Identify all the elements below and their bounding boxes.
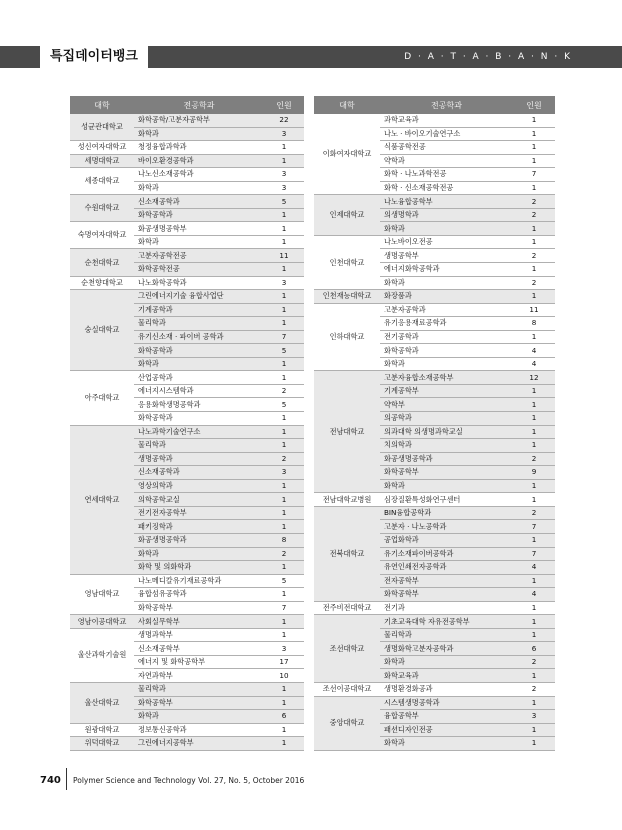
university-cell: 인하대학교 (314, 303, 380, 371)
column-header-department: 전공학과 (380, 96, 513, 114)
table-row (70, 141, 304, 155)
department-cell: 신소재공학과 (134, 466, 264, 480)
department-cell: 화학 · 신소재공학전공 (380, 181, 513, 195)
count-cell: 12 (513, 371, 555, 385)
university-cell: 인제대학교 (314, 195, 380, 236)
department-cell: 나노신소재공학과 (134, 168, 264, 182)
count-cell: 17 (264, 655, 304, 669)
count-cell: 1 (264, 561, 304, 575)
page-number: 740 (40, 775, 61, 786)
department-cell: 고분자공학전공 (134, 249, 264, 263)
count-cell: 5 (264, 574, 304, 588)
count-cell: 1 (264, 682, 304, 696)
department-cell: 화학공학전공 (134, 263, 264, 277)
count-cell: 1 (264, 141, 304, 155)
count-cell: 3 (513, 710, 555, 724)
department-cell: 전기전자공학부 (134, 506, 264, 520)
university-cell: 영남이공대학교 (70, 615, 134, 629)
count-cell: 1 (264, 412, 304, 426)
count-cell: 1 (264, 317, 304, 331)
table-row (70, 615, 304, 629)
university-cell: 이화여자대학교 (314, 114, 380, 195)
department-cell: 에너지시스템학과 (134, 384, 264, 398)
table-row (70, 276, 304, 290)
count-cell: 1 (513, 330, 555, 344)
count-cell: 9 (513, 466, 555, 480)
table-row (70, 425, 304, 439)
count-cell: 1 (264, 737, 304, 751)
count-cell: 1 (264, 235, 304, 249)
count-cell: 2 (513, 276, 555, 290)
table-row (70, 290, 304, 304)
count-cell: 4 (513, 561, 555, 575)
table-row (314, 195, 555, 209)
table-row (314, 682, 555, 696)
count-cell: 1 (264, 628, 304, 642)
table-row (70, 168, 304, 182)
university-cell: 수원대학교 (70, 195, 134, 222)
count-cell: 1 (513, 493, 555, 507)
count-cell: 1 (264, 208, 304, 222)
count-cell: 3 (264, 168, 304, 182)
count-cell: 1 (513, 628, 555, 642)
department-cell: 식품공학전공 (380, 141, 513, 155)
department-cell: 물리학과 (134, 439, 264, 453)
count-cell: 2 (264, 452, 304, 466)
count-cell: 3 (264, 181, 304, 195)
university-cell: 중앙대학교 (314, 696, 380, 750)
department-cell: 화학과 (380, 479, 513, 493)
department-cell: 화학교육과 (380, 669, 513, 683)
table-row (314, 696, 555, 710)
department-cell: 화학과 (134, 710, 264, 724)
count-cell: 1 (264, 154, 304, 168)
table-row (70, 737, 304, 751)
count-cell: 1 (264, 696, 304, 710)
department-cell: 화학공학과 (134, 344, 264, 358)
count-cell: 1 (513, 574, 555, 588)
university-cell: 세종대학교 (70, 168, 134, 195)
department-cell: 생명과학부 (134, 628, 264, 642)
department-cell: 고분자공학과 (380, 303, 513, 317)
department-cell: 기계공학과 (134, 303, 264, 317)
count-cell: 1 (513, 737, 555, 751)
department-cell: 화학공학부 (380, 466, 513, 480)
department-cell: 화학 및 의화학과 (134, 561, 264, 575)
table-header-row (314, 96, 555, 114)
university-cell: 원광대학교 (70, 723, 134, 737)
count-cell: 2 (264, 384, 304, 398)
count-cell: 22 (264, 114, 304, 127)
university-cell: 숭실대학교 (70, 290, 134, 371)
department-cell: 화장품과 (380, 290, 513, 304)
department-cell: 화학과 (380, 737, 513, 751)
department-cell: 바이오환경공학과 (134, 154, 264, 168)
table-row (70, 371, 304, 385)
university-cell: 위덕대학교 (70, 737, 134, 751)
department-cell: 화학과 (134, 235, 264, 249)
count-cell: 1 (513, 141, 555, 155)
count-cell: 1 (264, 520, 304, 534)
department-cell: 신소재공학부 (134, 642, 264, 656)
count-cell: 7 (513, 520, 555, 534)
count-cell: 3 (264, 127, 304, 141)
university-cell: 울산과학기술원 (70, 628, 134, 682)
department-cell: 화학공학부 (380, 588, 513, 602)
table-row (314, 506, 555, 520)
table-row (314, 114, 555, 127)
table-row (70, 723, 304, 737)
department-cell: 시스템생명공학과 (380, 696, 513, 710)
department-cell: 전자공학부 (380, 574, 513, 588)
department-cell: BIN융합공학과 (380, 506, 513, 520)
department-cell: 공업화학과 (380, 533, 513, 547)
table-row (70, 574, 304, 588)
count-cell: 1 (513, 127, 555, 141)
department-cell: 산업공학과 (134, 371, 264, 385)
column-header-department: 전공학과 (134, 96, 264, 114)
department-cell: 그린에너지공학부 (134, 737, 264, 751)
department-cell: 생명공학과 (134, 452, 264, 466)
section-title: 특집데이터뱅크 (40, 46, 148, 68)
column-header-university: 대학 (314, 96, 380, 114)
count-cell: 1 (513, 669, 555, 683)
count-cell: 1 (264, 479, 304, 493)
department-cell: 생명공학부 (380, 249, 513, 263)
department-cell: 치의학과 (380, 439, 513, 453)
university-cell: 조선이공대학교 (314, 682, 380, 696)
department-cell: 의학공학교실 (134, 493, 264, 507)
table-row (70, 682, 304, 696)
column-header-university: 대학 (70, 96, 134, 114)
department-cell: 화학과 (380, 222, 513, 236)
count-cell: 1 (264, 439, 304, 453)
department-cell: 유연인쇄전자공학과 (380, 561, 513, 575)
count-cell: 8 (513, 317, 555, 331)
count-cell: 1 (513, 154, 555, 168)
count-cell: 7 (513, 547, 555, 561)
university-cell: 인천재능대학교 (314, 290, 380, 304)
department-cell: 약학과 (380, 154, 513, 168)
department-cell: 생명환경화공과 (380, 682, 513, 696)
department-cell: 물리학과 (134, 317, 264, 331)
count-cell: 3 (264, 642, 304, 656)
department-cell: 정보통신공학과 (134, 723, 264, 737)
university-cell: 순천대학교 (70, 249, 134, 276)
department-cell: 유기응용재료공학과 (380, 317, 513, 331)
university-cell: 영남대학교 (70, 574, 134, 615)
department-cell: 화학 · 나노과학전공 (380, 168, 513, 182)
university-cell: 전북대학교 (314, 506, 380, 601)
department-cell: 화학공학부 (134, 601, 264, 615)
count-cell: 4 (513, 344, 555, 358)
table-row (314, 235, 555, 249)
count-cell: 1 (264, 222, 304, 236)
department-cell: 물리학과 (134, 682, 264, 696)
department-cell: 사회실무학부 (134, 615, 264, 629)
count-cell: 1 (264, 506, 304, 520)
department-cell: 화학과 (380, 357, 513, 371)
table-row (314, 493, 555, 507)
department-cell: 화학공학과 (134, 208, 264, 222)
count-cell: 1 (513, 479, 555, 493)
department-cell: 고분자융합소재공학부 (380, 371, 513, 385)
count-cell: 1 (513, 425, 555, 439)
count-cell: 1 (264, 723, 304, 737)
department-cell: 과학교육과 (380, 114, 513, 127)
count-cell: 11 (264, 249, 304, 263)
count-cell: 1 (264, 357, 304, 371)
table-row (314, 615, 555, 629)
university-cell: 전남대학교 (314, 371, 380, 493)
department-cell: 화공생명공학과 (380, 452, 513, 466)
table-row (70, 249, 304, 263)
department-cell: 화학과 (134, 181, 264, 195)
department-cell: 에너지 및 화학공학부 (134, 655, 264, 669)
table-row (314, 371, 555, 385)
count-cell: 1 (513, 235, 555, 249)
count-cell: 2 (513, 655, 555, 669)
department-cell: 융합섬유공학과 (134, 588, 264, 602)
department-cell: 유기소재파이버공학과 (380, 547, 513, 561)
table-row (70, 628, 304, 642)
department-cell: 그린에너지기술 융합사업단 (134, 290, 264, 304)
count-cell: 2 (513, 195, 555, 209)
university-cell: 성균관대학교 (70, 114, 134, 141)
university-cell: 울산대학교 (70, 682, 134, 723)
journal-citation: Polymer Science and Technology Vol. 27, No. 5, October 2016 (73, 776, 305, 785)
department-cell: 융합공학부 (380, 710, 513, 724)
count-cell: 1 (264, 615, 304, 629)
department-cell: 화학과 (134, 547, 264, 561)
count-cell: 1 (264, 290, 304, 304)
table-row (314, 290, 555, 304)
count-cell: 2 (513, 682, 555, 696)
count-cell: 1 (264, 493, 304, 507)
department-cell: 생명화학고분자공학과 (380, 642, 513, 656)
university-cell: 성신여자대학교 (70, 141, 134, 155)
department-cell: 전기공학과 (380, 330, 513, 344)
university-cell: 아주대학교 (70, 371, 134, 425)
department-cell: 나노과학기술연구소 (134, 425, 264, 439)
department-cell: 화학공학부 (134, 696, 264, 710)
department-cell: 기계공학부 (380, 384, 513, 398)
count-cell: 1 (513, 222, 555, 236)
department-cell: 나노바이오전공 (380, 235, 513, 249)
count-cell: 1 (513, 181, 555, 195)
count-cell: 1 (513, 384, 555, 398)
department-cell: 나노메디칼유기재료공학과 (134, 574, 264, 588)
count-cell: 1 (513, 696, 555, 710)
count-cell: 11 (513, 303, 555, 317)
count-cell: 1 (513, 615, 555, 629)
count-cell: 5 (264, 195, 304, 209)
count-cell: 7 (264, 601, 304, 615)
department-cell: 신소재공학과 (134, 195, 264, 209)
table-row (70, 195, 304, 209)
department-cell: 약학부 (380, 398, 513, 412)
department-cell: 기초교육대학 자유전공학부 (380, 615, 513, 629)
department-cell: 고분자 · 나노공학과 (380, 520, 513, 534)
count-cell: 4 (513, 588, 555, 602)
count-cell: 2 (513, 506, 555, 520)
footer-divider (66, 768, 67, 790)
count-cell: 2 (513, 208, 555, 222)
count-cell: 3 (264, 276, 304, 290)
university-cell: 순천향대학교 (70, 276, 134, 290)
department-cell: 자연과학부 (134, 669, 264, 683)
department-cell: 패키징학과 (134, 520, 264, 534)
university-cell: 인천대학교 (314, 235, 380, 289)
table-row (70, 222, 304, 236)
count-cell: 1 (264, 263, 304, 277)
count-cell: 1 (264, 371, 304, 385)
count-cell: 5 (264, 398, 304, 412)
count-cell: 1 (264, 303, 304, 317)
section-banner-text: D · A · T · A · B · A · N · K (404, 52, 572, 62)
department-cell: 영상의학과 (134, 479, 264, 493)
department-cell: 에너지화학공학과 (380, 263, 513, 277)
count-cell: 2 (264, 547, 304, 561)
count-cell: 1 (513, 263, 555, 277)
right-data-table (314, 96, 555, 751)
count-cell: 1 (513, 114, 555, 127)
table-row (70, 114, 304, 127)
count-cell: 3 (264, 466, 304, 480)
department-cell: 화학과 (380, 276, 513, 290)
count-cell: 1 (513, 439, 555, 453)
count-cell: 5 (264, 344, 304, 358)
department-cell: 패션디자인전공 (380, 723, 513, 737)
count-cell: 7 (513, 168, 555, 182)
department-cell: 나노화학공학과 (134, 276, 264, 290)
department-cell: 유기신소재 · 파이버 공학과 (134, 330, 264, 344)
department-cell: 응용화학생명공학과 (134, 398, 264, 412)
count-cell: 1 (513, 398, 555, 412)
university-cell: 조선대학교 (314, 615, 380, 683)
department-cell: 심장질환특성화연구센터 (380, 493, 513, 507)
count-cell: 6 (264, 710, 304, 724)
department-cell: 나노 · 바이오기술연구소 (380, 127, 513, 141)
university-cell: 세명대학교 (70, 154, 134, 168)
department-cell: 화학과 (380, 655, 513, 669)
department-cell: 물리학과 (380, 628, 513, 642)
table-header-row (70, 96, 304, 114)
count-cell: 1 (513, 723, 555, 737)
department-cell: 화학공학과 (380, 344, 513, 358)
count-cell: 1 (513, 412, 555, 426)
table-row (314, 601, 555, 615)
column-header-count: 인원 (513, 96, 555, 114)
count-cell: 2 (513, 452, 555, 466)
table-row (314, 303, 555, 317)
count-cell: 1 (264, 425, 304, 439)
department-cell: 전기과 (380, 601, 513, 615)
count-cell: 1 (513, 533, 555, 547)
department-cell: 화공생명공학과 (134, 533, 264, 547)
count-cell: 2 (513, 249, 555, 263)
university-cell: 연세대학교 (70, 425, 134, 574)
university-cell: 숙명여자대학교 (70, 222, 134, 249)
count-cell: 4 (513, 357, 555, 371)
university-cell: 전주비전대학교 (314, 601, 380, 615)
department-cell: 나노융합공학부 (380, 195, 513, 209)
university-cell: 전남대학교병원 (314, 493, 380, 507)
department-cell: 화공생명공학부 (134, 222, 264, 236)
count-cell: 1 (264, 588, 304, 602)
column-header-count: 인원 (264, 96, 304, 114)
count-cell: 7 (264, 330, 304, 344)
count-cell: 10 (264, 669, 304, 683)
count-cell: 6 (513, 642, 555, 656)
department-cell: 화학과 (134, 357, 264, 371)
department-cell: 화학공학/고분자공학부 (134, 114, 264, 127)
table-row (70, 154, 304, 168)
department-cell: 의공학과 (380, 412, 513, 426)
department-cell: 의생명학과 (380, 208, 513, 222)
count-cell: 1 (513, 601, 555, 615)
left-data-table (70, 96, 304, 751)
count-cell: 1 (513, 290, 555, 304)
department-cell: 화학과 (134, 127, 264, 141)
department-cell: 의과대학 의생명과학교실 (380, 425, 513, 439)
count-cell: 8 (264, 533, 304, 547)
department-cell: 화학공학과 (134, 412, 264, 426)
department-cell: 청정융합과학과 (134, 141, 264, 155)
